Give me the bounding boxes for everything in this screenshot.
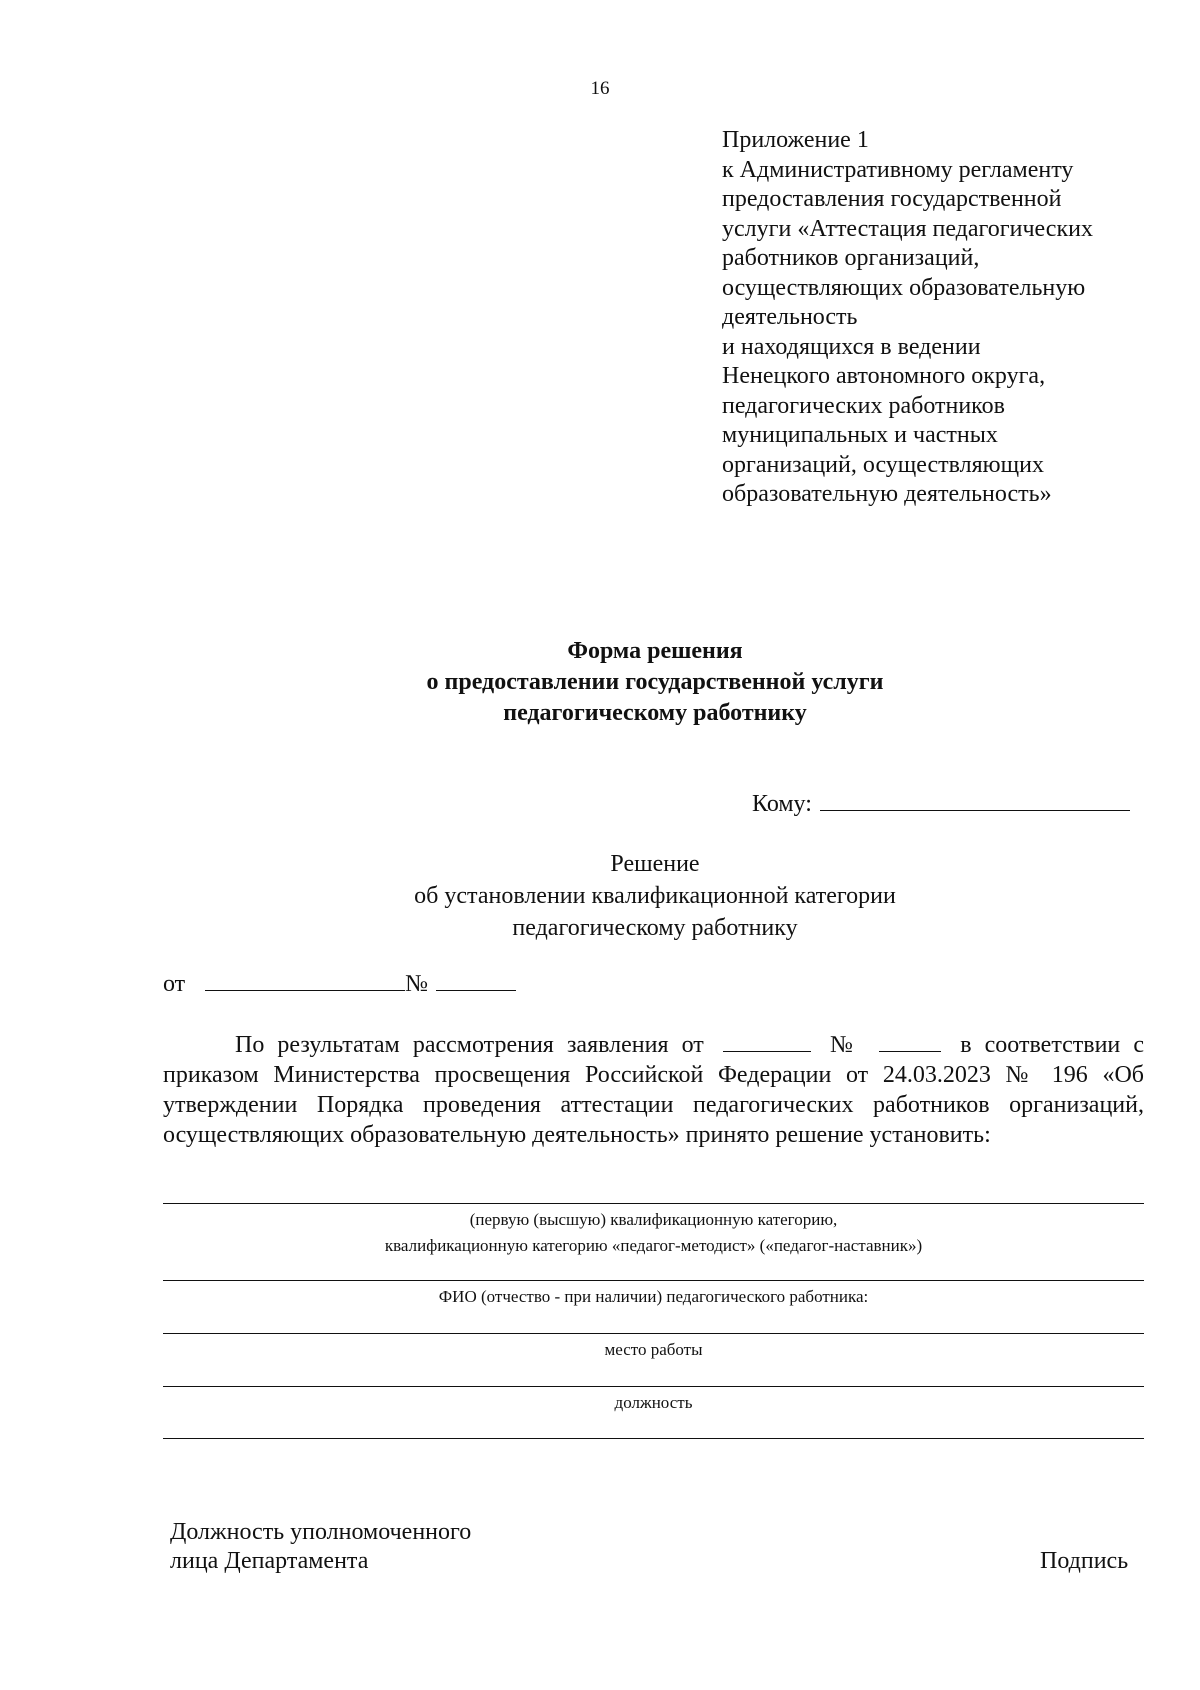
appendix-header — [722, 126, 1162, 510]
fio-caption: ФИО (отчество - при наличии) педагогического работника: — [438, 1287, 869, 1306]
workplace-rule — [163, 1333, 1144, 1334]
appendix-line: услуги «Аттестация педагогических — [722, 215, 1093, 242]
appendix-line: и находящихся в ведении — [722, 333, 981, 360]
official-title-line: Должность уполномоченного — [170, 1519, 472, 1545]
appendix-line: деятельность — [722, 304, 858, 330]
appendix-line: к Административному регламенту — [722, 156, 1074, 183]
appendix-line: Ненецкого автономного округа, — [722, 363, 1046, 389]
body-number-sign: № — [829, 1032, 860, 1058]
recipient-blank — [820, 788, 1130, 811]
position-rule — [163, 1386, 1144, 1387]
appendix-line: Приложение 1 — [722, 127, 869, 153]
fio-rule — [163, 1280, 1144, 1281]
caption-line: квалификационную категорию «педагог-методист» («педагог-наставник») — [384, 1236, 923, 1255]
appendix-line: работников организаций, — [722, 245, 980, 271]
body-paragraph — [163, 1030, 1144, 1150]
page-number: 16 — [590, 78, 610, 99]
final-rule — [163, 1438, 1144, 1439]
appendix-line: муниципальных и частных — [722, 422, 998, 448]
category-caption — [163, 1207, 1144, 1259]
decision-subtitle-line: педагогическому работнику — [512, 915, 798, 941]
form-title — [0, 636, 1200, 729]
form-title-line: педагогическому работнику — [503, 700, 807, 726]
decision-subtitle-line: об установлении квалификационной категории — [414, 883, 896, 909]
appendix-line: предоставления государственной — [722, 186, 1062, 212]
appendix-line: организаций, осуществляющих — [722, 451, 1044, 478]
workplace-caption: место работы — [604, 1340, 703, 1359]
form-title-line: о предоставлении государственной услуги — [426, 669, 884, 695]
body-text: По результатам рассмотрения заявления от — [235, 1032, 704, 1058]
application-date-blank — [723, 1031, 811, 1052]
position-caption: должность — [614, 1393, 693, 1412]
appendix-line: осуществляющих образовательную — [722, 274, 1086, 301]
category-rule — [163, 1203, 1144, 1204]
body-text: в соответствии с приказом Министерства просвещения Российской Федерации от 24.03.2023 № 196 «Об утверждении Порядка проведения аттестации педагогических работников организаций, осуществляющих образовательную деятельность» принято решение установить: — [163, 1032, 1145, 1148]
date-label: от — [163, 971, 186, 997]
appendix-line: педагогических работников — [722, 392, 1005, 419]
decision-date-line — [163, 970, 516, 998]
recipient-line — [752, 788, 1130, 818]
decision-heading — [0, 848, 1200, 944]
recipient-label: Кому: — [752, 791, 812, 817]
caption-line: (первую (высшую) квалификационную категорию, — [469, 1210, 838, 1229]
appendix-line: образовательную деятельность» — [722, 481, 1052, 507]
date-blank — [205, 970, 405, 991]
number-blank — [436, 970, 516, 991]
official-title — [170, 1518, 471, 1576]
form-title-line: Форма решения — [567, 638, 743, 664]
official-title-line: лица Департамента — [170, 1548, 369, 1574]
signature-label: Подпись — [1040, 1548, 1129, 1574]
number-label: № — [405, 971, 429, 997]
decision-title: Решение — [610, 851, 700, 877]
application-number-blank — [879, 1031, 941, 1052]
